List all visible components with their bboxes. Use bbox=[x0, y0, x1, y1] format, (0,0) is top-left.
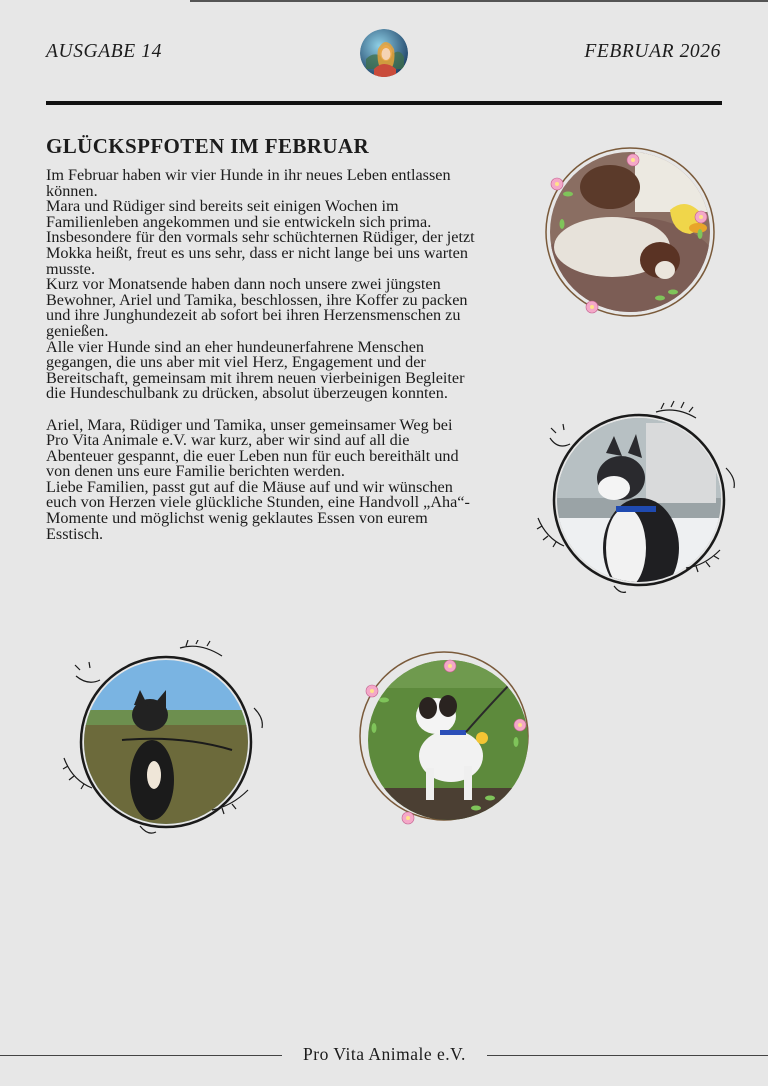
logo-icon bbox=[360, 29, 408, 77]
article-title: GLÜCKSPFOTEN IM FEBRUAR bbox=[46, 134, 370, 158]
footer-organization: Pro Vita Animale e.V. bbox=[303, 1044, 466, 1064]
paragraph: Im Februar haben wir vier Hunde in ihr neues Leben entlassen können. bbox=[46, 166, 451, 200]
paragraph: Insbesondere für den vormals sehr schüchternen Rüdiger, der jetzt Mokka heißt, freut es uns sehr, dass er nicht lange bei uns warten musste. bbox=[46, 228, 475, 278]
dog-photo-lying-on-bed bbox=[540, 142, 720, 322]
paragraph: Ariel, Mara, Rüdiger und Tamika, unser gemeinsamer Weg bei Pro Vita Animale e.V. war kurz, aber wir sind auf all die Abenteuer gespannt, die euer Leben nun für euch bereithält und von denen uns eure Familie berichten werden. bbox=[46, 415, 459, 481]
issue-number: AUSGABE 14 bbox=[46, 41, 162, 62]
footer-rule-right bbox=[487, 1055, 768, 1056]
dog-photo-white-puppy-leash bbox=[356, 648, 538, 832]
header-rule bbox=[46, 101, 722, 105]
issue-date: FEBRUAR 2026 bbox=[584, 41, 721, 62]
footer-rule-left bbox=[0, 1055, 282, 1056]
paragraph: Kurz vor Monatsende haben dann noch unsere zwei jüngsten Bewohner, Ariel und Tamika, beschlossen, ihre Koffer zu packen und ihre Junghundezeit ab sofort bei ihren Herzensmenschen zu genießen. bbox=[46, 275, 468, 340]
paragraph: Mara und Rüdiger sind bereits seit einigen Wochen im Familienleben angekommen und sie entwickeln sich prima. bbox=[46, 197, 432, 231]
paragraph: Alle vier Hunde sind an eher hundeunerfahrene Menschen gegangen, die uns aber mit viel Herz, Engagement und der Bereitschaft, gemeinsam mit ihrem neuen vierbeinigen Begleiter die Hundeschulbank zu drücken, absolut überzeugen konnten. bbox=[46, 337, 465, 403]
article-body bbox=[46, 168, 476, 542]
dog-photo-husky-in-snow bbox=[536, 398, 742, 602]
dog-photo-black-puppy-field bbox=[62, 640, 272, 840]
paragraph: Liebe Familien, passt gut auf die Mäuse auf und wir wünschen euch von Herzen viele glückliche Stunden, eine Handvoll „Aha“-Momente und möglichst wenig geklautes Essen von eurem Esstisch. bbox=[46, 477, 470, 543]
top-rule bbox=[190, 0, 768, 2]
